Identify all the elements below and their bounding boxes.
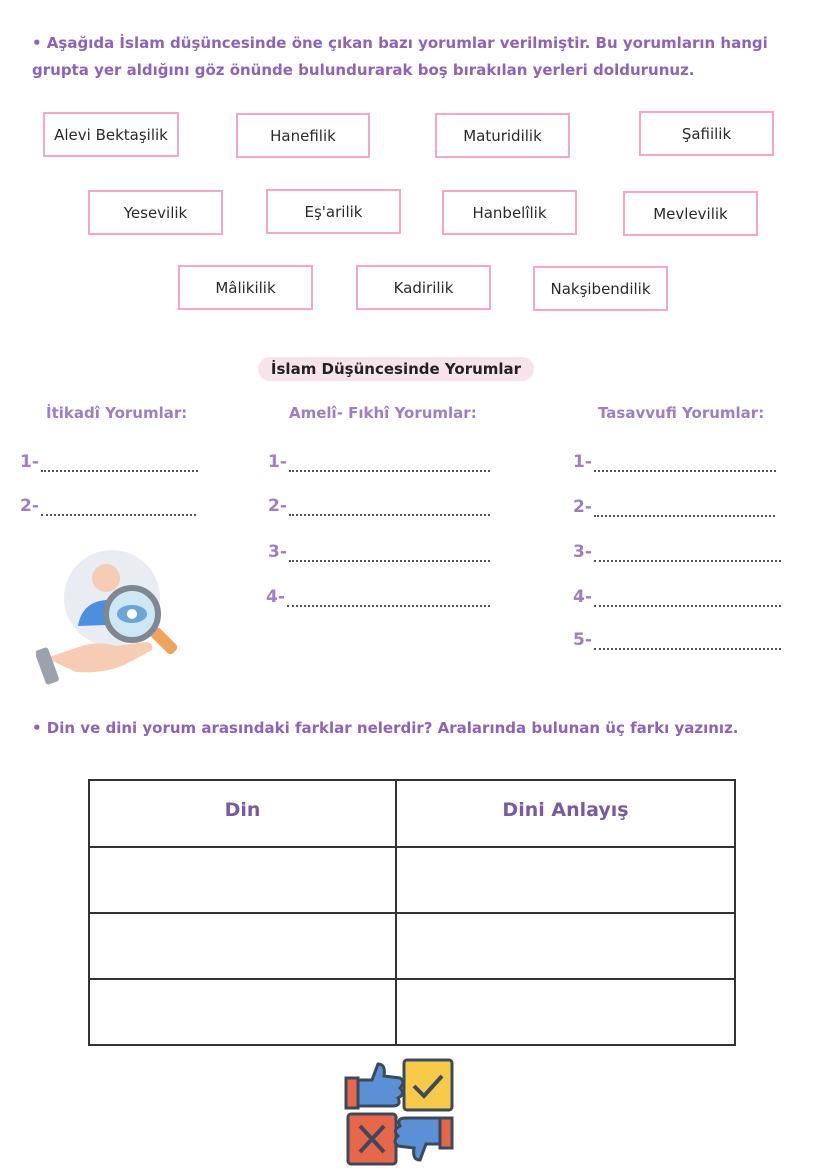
table-header-row xyxy=(89,780,735,847)
term-box: Şafiilik xyxy=(639,111,774,156)
instruction-top: • Aşağıda İslam düşüncesinde öne çıkan bazı yorumlar verilmiştir. Bu yorumların hangi grupta yer aldığını göz önünde bulundurarak boş bırakılan yerleri doldurunuz. xyxy=(32,34,768,79)
table-cell[interactable] xyxy=(396,979,735,1045)
item-number: 2- xyxy=(268,496,287,516)
section-title: İslam Düşüncesinde Yorumlar xyxy=(258,357,534,381)
header-din: Din xyxy=(89,780,396,847)
item-number: 2- xyxy=(573,497,592,517)
answer-blank[interactable] xyxy=(573,628,781,650)
table-cell[interactable] xyxy=(89,979,396,1045)
thumbs-up-down-check-cross-icon xyxy=(342,1056,458,1168)
term-box: Hanefilik xyxy=(236,113,370,158)
term-box: Yesevilik xyxy=(88,190,223,235)
answer-blank[interactable] xyxy=(20,494,196,516)
item-number: 1- xyxy=(20,452,39,472)
column-heading-tasavvufi: Tasavvufi Yorumlar: xyxy=(598,404,765,422)
comparison-table xyxy=(88,779,736,1046)
item-number: 3- xyxy=(268,542,287,562)
answer-blank[interactable] xyxy=(573,495,775,517)
item-number: 4- xyxy=(266,587,285,607)
table-row xyxy=(89,913,735,979)
term-box: Eş'arilik xyxy=(266,189,401,234)
table-cell[interactable] xyxy=(89,913,396,979)
answer-blank[interactable] xyxy=(266,585,490,607)
answer-blank[interactable] xyxy=(573,450,776,472)
item-number: 1- xyxy=(573,452,592,472)
answer-blank[interactable] xyxy=(573,540,781,562)
term-box: Mevlevilik xyxy=(623,191,758,236)
column-heading-itikadi: İtikadî Yorumlar: xyxy=(46,404,188,422)
term-box: Hanbelîlik xyxy=(442,190,577,235)
table-row xyxy=(89,979,735,1045)
item-number: 3- xyxy=(573,542,592,562)
answer-blank[interactable] xyxy=(20,450,198,472)
item-number: 1- xyxy=(268,452,287,472)
answer-blank[interactable] xyxy=(268,494,490,516)
term-box: Alevi Bektaşilik xyxy=(43,112,179,157)
instruction-bottom: • Din ve dini yorum arasındaki farklar nelerdir? Aralarında bulunan üç farkı yazınız. xyxy=(32,719,739,737)
table-cell[interactable] xyxy=(396,847,735,913)
column-heading-ameli: Amelî- Fıkhî Yorumlar: xyxy=(289,404,477,422)
term-box: Kadirilik xyxy=(356,265,491,310)
term-box: Mâlikilik xyxy=(178,265,313,310)
table-cell[interactable] xyxy=(396,913,735,979)
item-number: 4- xyxy=(573,587,592,607)
answer-blank[interactable] xyxy=(268,540,490,562)
answer-blank[interactable] xyxy=(268,450,490,472)
term-box: Maturidilik xyxy=(435,113,570,158)
answer-blank[interactable] xyxy=(573,585,781,607)
table-cell[interactable] xyxy=(89,847,396,913)
item-number: 5- xyxy=(573,630,592,650)
item-number: 2- xyxy=(20,496,39,516)
table-row xyxy=(89,847,735,913)
term-box: Nakşibendilik xyxy=(533,266,668,311)
person-magnifier-icon xyxy=(36,540,196,690)
header-dini-anlayis: Dini Anlayış xyxy=(396,780,735,847)
